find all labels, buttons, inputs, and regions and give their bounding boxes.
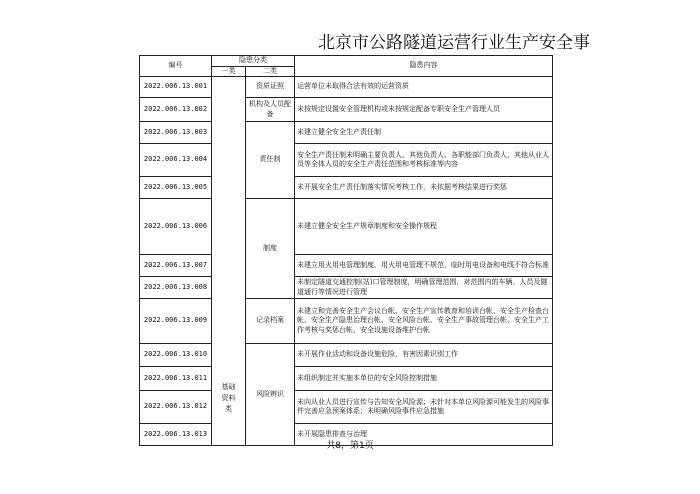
row-code: 2022.006.13.012 [140,391,212,424]
row-content: 未开展隐患排查与治理 [295,424,553,446]
header-category: 隐患分类 [212,56,295,67]
row-code: 2022.006.13.002 [140,98,212,122]
row-content: 运营单位未取得合法有效的运营资质 [295,77,553,98]
row-code: 2022.006.13.011 [140,367,212,391]
row-content: 未组织制定并实施本单位的安全风险控制措施 [295,367,553,391]
table-row [140,98,553,122]
table-row [140,299,553,344]
row-code: 2022.006.13.010 [140,344,212,367]
group-cell: 责任制 [246,122,295,199]
table-row [140,144,553,177]
table-row [140,177,553,199]
group-cell: 资质证照 [246,77,295,98]
header-code: 编号 [140,56,212,77]
row-code: 2022.006.13.006 [140,199,212,255]
row-code: 2022.006.13.013 [140,424,212,446]
row-code: 2022.006.13.009 [140,299,212,344]
row-content: 未开展作业活动和设备设施危险、有害因素识别工作 [295,344,553,367]
table-row [140,77,553,98]
header-content: 隐患内容 [295,56,553,77]
row-code: 2022.006.13.003 [140,122,212,144]
row-code: 2022.006.13.001 [140,77,212,98]
row-content: 未建立和完善安全生产会议台帐、安全生产宣传教育和培训台帐、安全生产检查台帐、安全生产隐患治理台帐、安全风险台帐、安全生产事故管理台帐、安全生产工作考核与奖惩台帐、安全设施设备维护台帐 [295,299,553,344]
group-cell: 风险辨识 [246,344,295,446]
header-cat1: 一类 [212,66,246,77]
table-row [140,122,553,144]
table-row [140,367,553,391]
row-content: 未制定隧道交通控制(站)口管理制度，明确管理范围，对范围内的车辆、人员及隧道通行等情况进行管理 [295,277,553,299]
row-content: 未向从业人员进行宣传与告知安全风险源；未针对本单位风险源可能发生的风险事件完善应急预案体系；未明确风险事件应急措施 [295,391,553,424]
table-row [140,344,553,367]
row-content: 未建立健全安全生产责任制 [295,122,553,144]
row-code: 2022.006.13.005 [140,177,212,199]
group-cell: 机构及人员配备 [246,98,295,122]
row-content: 安全生产责任制未明确主要负责人、其他负责人、各职能部门负责人、其他从业人员等全体人员的安全生产责任范围和考核标准等内容 [295,144,553,177]
row-content: 未建立健全安全生产规章制度和安全操作规程 [295,199,553,255]
cat1-cell [212,77,246,446]
table-row [140,199,553,255]
row-code: 2022.006.13.004 [140,144,212,177]
header-cat2: 二类 [246,66,295,77]
group-cell: 制度 [246,199,295,299]
row-code: 2022.006.13.008 [140,277,212,299]
row-content: 未开展安全生产责任制落实情况考核工作，未依据考核结果进行奖惩 [295,177,553,199]
page-title: 北京市公路隧道运营行业生产安全事 [318,33,590,53]
hazard-table [139,55,553,446]
row-content: 未建立用火用电管理制度，用火用电管理不规范，临时用电设备和电线不符合标准 [295,255,553,277]
table-row [140,277,553,299]
table-row [140,255,553,277]
page-footer: 共8，第1页 [326,441,374,451]
table-row [140,391,553,424]
row-content: 未按规定设置安全管理机构或未按规定配备专职安全生产管理人员 [295,98,553,122]
cat1-label: 基础资料类 [221,383,236,413]
group-cell: 记录档案 [246,299,295,344]
row-code: 2022.006.13.007 [140,255,212,277]
